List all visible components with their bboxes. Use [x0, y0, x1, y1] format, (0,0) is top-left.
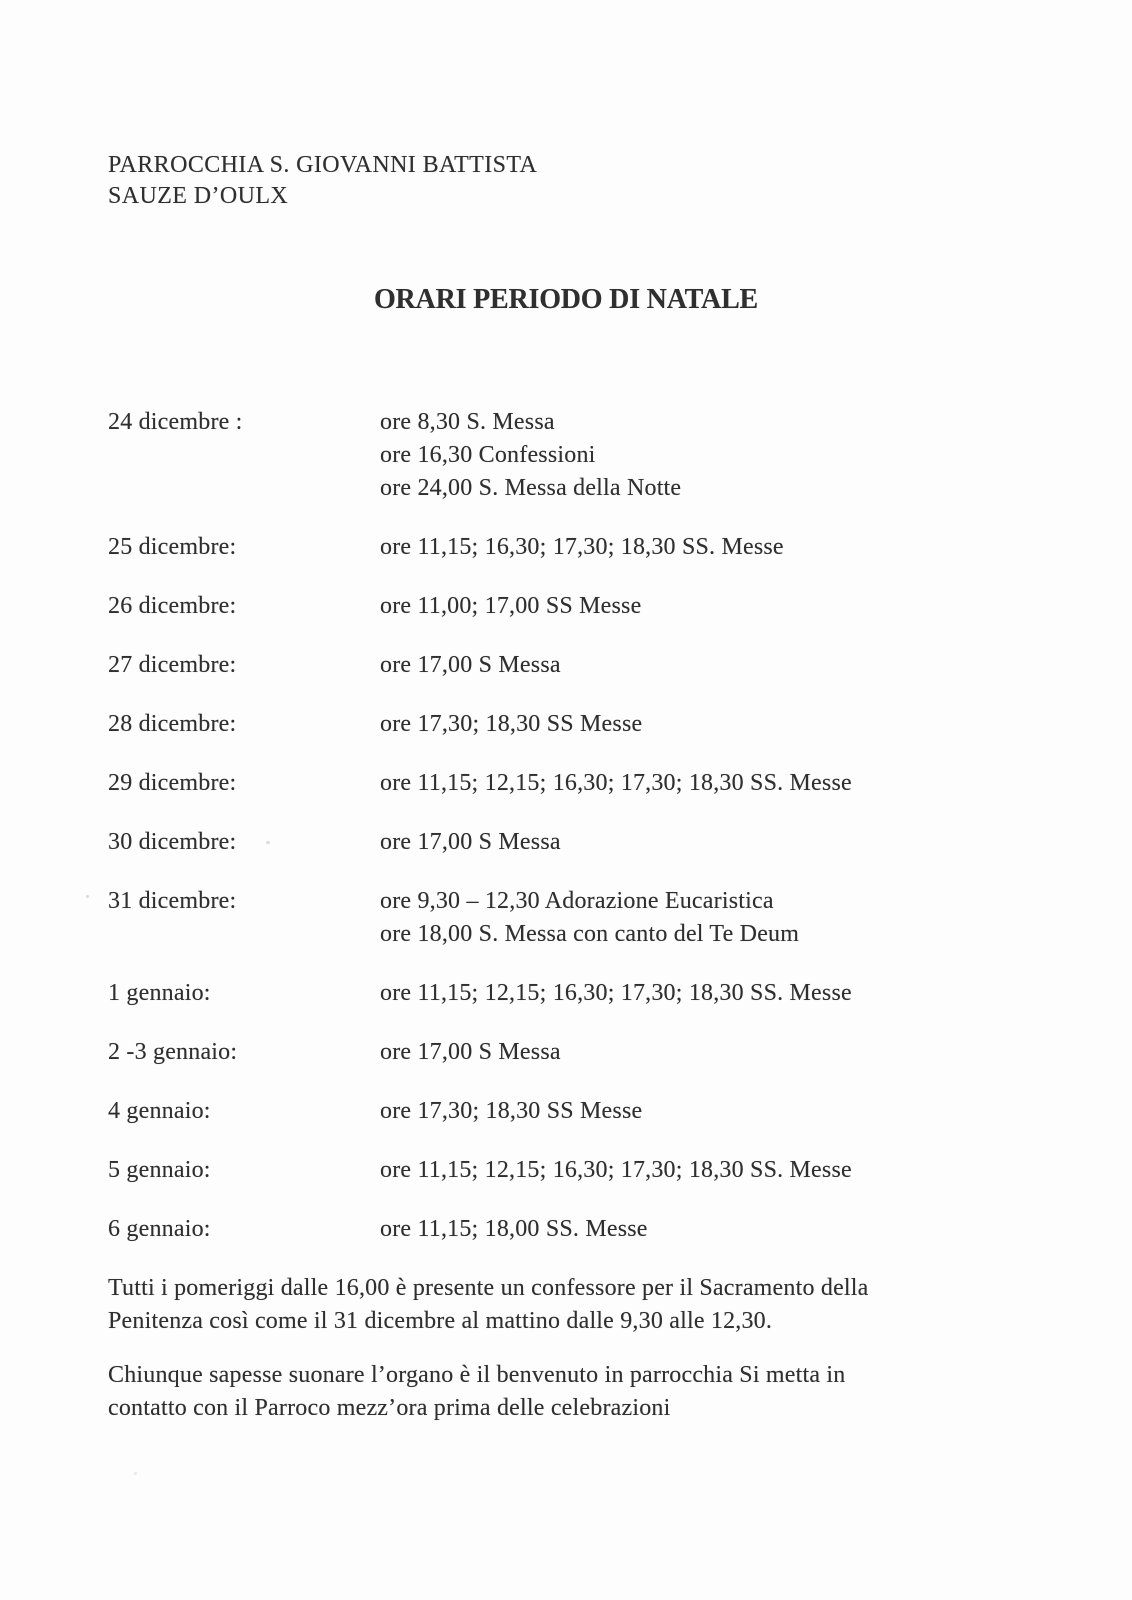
schedule-time-line: ore 17,30; 18,30 SS Messe: [380, 1098, 643, 1124]
note-line: Penitenza così come il 31 dicembre al mattino dalle 9,30 alle 12,30.: [108, 1308, 773, 1334]
schedule-time-line: ore 11,00; 17,00 SS Messe: [380, 593, 642, 619]
schedule-time-line: ore 17,00 S Messa: [380, 1039, 561, 1065]
schedule-times: [380, 406, 1132, 505]
schedule-time-line: ore 11,15; 18,00 SS. Messe: [380, 1216, 648, 1242]
schedule-row: [108, 826, 1132, 859]
schedule-date: 25 dicembre:: [108, 534, 237, 560]
schedule-row: [108, 406, 1132, 505]
schedule-time-line: ore 8,30 S. Messa: [380, 409, 555, 435]
schedule-date: 30 dicembre:: [108, 829, 237, 855]
schedule-time-line: ore 24,00 S. Messa della Notte: [380, 475, 682, 501]
schedule-times: [380, 708, 1132, 741]
schedule-time-line: ore 9,30 – 12,30 Adorazione Eucaristica: [380, 888, 774, 914]
scan-artifact: [134, 1472, 137, 1475]
schedule-date: 28 dicembre:: [108, 711, 237, 737]
schedule-date: 4 gennaio:: [108, 1098, 211, 1124]
schedule-time-line: ore 17,00 S Messa: [380, 652, 561, 678]
schedule-time-line: ore 17,30; 18,30 SS Messe: [380, 711, 643, 737]
schedule-times: [380, 1095, 1132, 1128]
schedule-times: [380, 885, 1132, 951]
schedule-date: 1 gennaio:: [108, 980, 211, 1006]
note-line: Tutti i pomeriggi dalle 16,00 è presente un confessore per il Sacramento della: [108, 1275, 869, 1301]
note-paragraph: [108, 1359, 968, 1425]
schedule-row: [108, 1036, 1132, 1069]
schedule-time-line: ore 11,15; 12,15; 16,30; 17,30; 18,30 SS. Messe: [380, 1157, 852, 1183]
schedule-date: 26 dicembre:: [108, 593, 237, 619]
schedule-times: [380, 767, 1132, 800]
schedule-times: [380, 977, 1132, 1010]
schedule-date: 27 dicembre:: [108, 652, 237, 678]
schedule-times: [380, 1213, 1132, 1246]
schedule-date: 6 gennaio:: [108, 1216, 211, 1242]
schedule-times: [380, 590, 1132, 623]
schedule-times: [380, 531, 1132, 564]
schedule-row: [108, 531, 1132, 564]
schedule-times: [380, 826, 1132, 859]
parish-location: SAUZE D’OULX: [108, 183, 289, 209]
scan-artifact: [86, 895, 89, 898]
schedule-times: [380, 1154, 1132, 1187]
schedule-row: [108, 767, 1132, 800]
schedule-list: [108, 406, 1132, 1246]
document-header: [108, 150, 1132, 212]
scan-artifact: [266, 841, 270, 844]
parish-name: PARROCCHIA S. GIOVANNI BATTISTA: [108, 152, 538, 178]
document-title: ORARI PERIODO DI NATALE: [373, 284, 759, 315]
schedule-row: [108, 977, 1132, 1010]
notes-section: [108, 1272, 1132, 1425]
schedule-row: [108, 649, 1132, 682]
schedule-row: [108, 1213, 1132, 1246]
schedule-time-line: ore 17,00 S Messa: [380, 829, 561, 855]
schedule-date: 29 dicembre:: [108, 770, 237, 796]
schedule-date: 31 dicembre:: [108, 888, 237, 914]
schedule-row: [108, 885, 1132, 951]
schedule-time-line: ore 18,00 S. Messa con canto del Te Deum: [380, 921, 800, 947]
schedule-time-line: ore 16,30 Confessioni: [380, 442, 596, 468]
note-paragraph: [108, 1272, 968, 1338]
schedule-row: [108, 1154, 1132, 1187]
schedule-row: [108, 590, 1132, 623]
schedule-date: 24 dicembre :: [108, 409, 243, 435]
schedule-row: [108, 1095, 1132, 1128]
note-line: contatto con il Parroco mezz’ora prima delle celebrazioni: [108, 1395, 671, 1421]
schedule-row: [108, 708, 1132, 741]
note-line: Chiunque sapesse suonare l’organo è il benvenuto in parrocchia Si metta in: [108, 1362, 846, 1388]
schedule-time-line: ore 11,15; 16,30; 17,30; 18,30 SS. Messe: [380, 534, 784, 560]
schedule-time-line: ore 11,15; 12,15; 16,30; 17,30; 18,30 SS. Messe: [380, 980, 852, 1006]
schedule-time-line: ore 11,15; 12,15; 16,30; 17,30; 18,30 SS. Messe: [380, 770, 852, 796]
schedule-times: [380, 1036, 1132, 1069]
schedule-date: 5 gennaio:: [108, 1157, 211, 1183]
schedule-times: [380, 649, 1132, 682]
schedule-date: 2 -3 gennaio:: [108, 1039, 238, 1065]
